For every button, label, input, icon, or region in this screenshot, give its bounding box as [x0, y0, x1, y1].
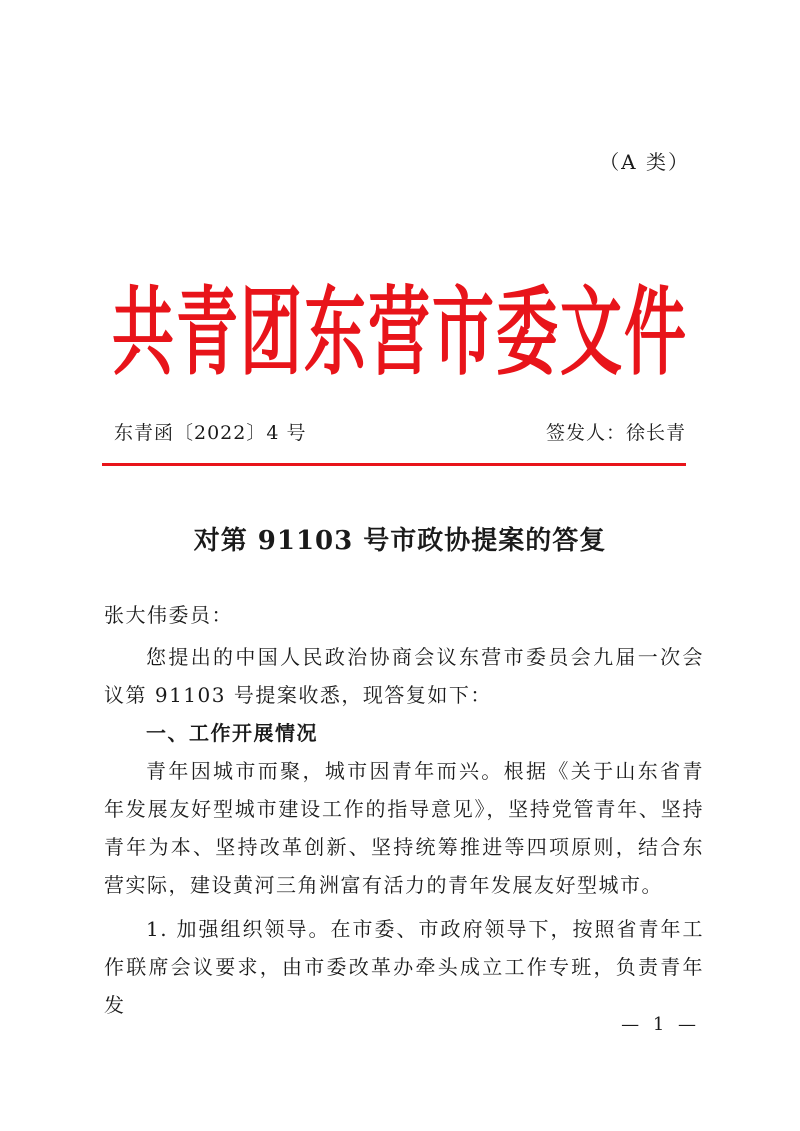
- document-number: 东青函〔2022〕4 号: [114, 422, 307, 444]
- item-paragraph: [104, 910, 704, 1024]
- red-divider-rule: [102, 463, 686, 466]
- salutation: 张大伟委员：: [104, 603, 233, 627]
- document-meta-row: [114, 418, 686, 445]
- document-body: [104, 596, 704, 1024]
- section-heading: 一、工作开展情况: [146, 721, 318, 745]
- item-body: 在市委、市政府领导下，按照省青年工作联席会议要求，由市委改革办牵头成立工作专班，负责青年发: [104, 917, 704, 1017]
- signer-line: 签发人：徐长青: [545, 422, 686, 444]
- intro-paragraph: 您提出的中国人民政治协商会议东营市委员会九届一次会议第 91103 号提案收悉，现答复如下：: [104, 645, 704, 707]
- document-title: 对第 91103 号市政协提案的答复: [193, 526, 607, 556]
- page-number: — 1 —: [621, 1014, 700, 1035]
- classification-label: （A 类）: [599, 150, 690, 174]
- section-paragraph: 青年因城市而聚，城市因青年而兴。根据《关于山东省青年发展友好型城市建设工作的指导意见》，坚持党管青年、坚持青年为本、坚持改革创新、坚持统筹推进等四项原则，结合东营实际，建设黄河三角洲富有活力的青年发展友好型城市。: [104, 759, 704, 897]
- item-lead: 1. 加强组织领导。: [146, 917, 331, 941]
- document-masthead: 共青团东营市委文件: [111, 275, 688, 389]
